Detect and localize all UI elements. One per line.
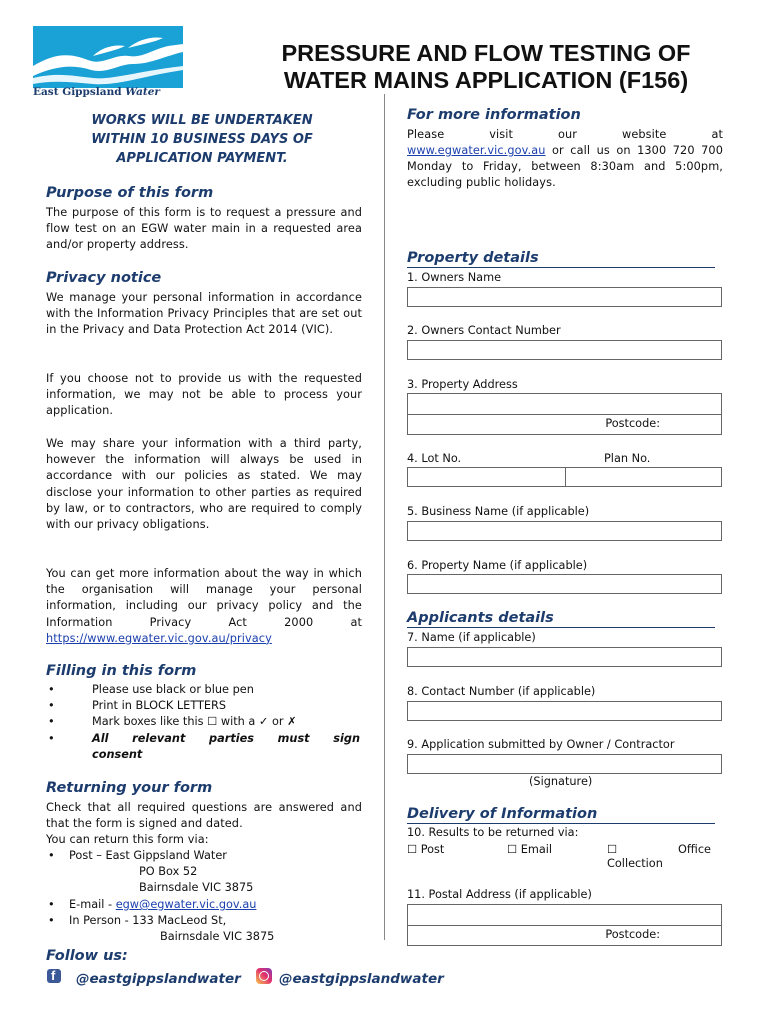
email-link[interactable]: egw@egwater.vic.gov.au xyxy=(115,898,257,911)
return-post-town: Bairnsdale VIC 3875 xyxy=(139,881,254,894)
returning-heading: Returning your form xyxy=(46,780,213,796)
privacy-paragraph-3: We may share your information with a third party, however the information will always be used in accordance with our policies as stated. We may disclose your information to other parties as required by law, or to contractors, who are required to comply with our privacy obligations. xyxy=(46,437,362,532)
return-email: E-mail - egw@egwater.vic.gov.au xyxy=(69,898,257,911)
postal-address-label: 11. Postal Address (if applicable) xyxy=(407,888,592,901)
property-heading: Property details xyxy=(407,250,715,268)
privacy-paragraph-2: If you choose not to provide us with the requested information, we may not be able to process your application. xyxy=(46,372,362,418)
owners-contact-field[interactable] xyxy=(407,340,722,360)
facebook-icon[interactable]: f xyxy=(47,969,61,983)
list-item: Print in BLOCK LETTERS xyxy=(92,699,227,712)
returning-list: • Post – East Gippsland Water PO Box 52 Bairnsdale VIC 3875 • E-mail - egw@egwater.vic.gov.au • In Person - 133 MacLeod St, Bairnsdale VIC 3875 xyxy=(46,849,362,949)
purpose-heading: Purpose of this form xyxy=(46,185,214,201)
postcode-label: Postcode: xyxy=(605,417,660,430)
website-link[interactable]: www.egwater.vic.gov.au xyxy=(407,144,546,157)
more-info-line1: Please visit our website at xyxy=(407,128,723,141)
more-info-text: www.egwater.vic.gov.au or call us on 1300 720 700 Monday to Friday, between 8:30am and 5:00pm, excluding public holidays. xyxy=(407,144,723,190)
filling-heading: Filling in this form xyxy=(46,663,197,679)
list-item: All relevant parties must sign consent xyxy=(92,732,360,762)
property-name-field[interactable] xyxy=(407,574,722,594)
column-divider xyxy=(384,94,385,940)
return-in-person-town: Bairnsdale VIC 3875 xyxy=(160,930,275,943)
follow-heading: Follow us: xyxy=(46,948,128,964)
option-office-label: Office xyxy=(678,843,711,856)
plan-label: Plan No. xyxy=(604,452,651,465)
property-address-field[interactable] xyxy=(407,393,722,435)
applicant-name-label: 7. Name (if applicable) xyxy=(407,631,536,644)
postal-postcode-label: Postcode: xyxy=(605,928,660,941)
filling-list: • Please use black or blue pen • Print in BLOCK LETTERS • Mark boxes like this ☐ with a ✓ or ✗ • All relevant parties must sign consent xyxy=(46,683,362,767)
instagram-handle[interactable]: @eastgippslandwater xyxy=(279,971,444,987)
owners-name-field[interactable] xyxy=(407,287,722,307)
more-info-heading: For more information xyxy=(407,107,581,123)
option-post-checkbox[interactable]: ☐ Post xyxy=(407,843,445,856)
returning-via: You can return this form via: xyxy=(46,833,209,846)
applicants-heading: Applicants details xyxy=(407,610,715,628)
return-in-person: In Person - 133 MacLeod St, xyxy=(69,914,227,927)
page-title: PRESSURE AND FLOW TESTING OF WATER MAINS APPLICATION (F156) xyxy=(281,40,691,93)
works-notice: WORKS WILL BE UNDERTAKEN WITHIN 10 BUSINESS DAYS OF APPLICATION PAYMENT. xyxy=(91,113,313,166)
logo-wave-graphic xyxy=(33,26,183,88)
signature-label: (Signature) xyxy=(529,775,593,788)
owners-contact-label: 2. Owners Contact Number xyxy=(407,324,561,337)
submitted-by-label: 9. Application submitted by Owner / Contractor xyxy=(407,738,675,751)
contact-number-field[interactable] xyxy=(407,701,722,721)
returning-intro: Check that all required questions are answered and that the form is signed and dated. xyxy=(46,801,362,831)
privacy-heading: Privacy notice xyxy=(46,270,162,286)
delivery-heading: Delivery of Information xyxy=(407,806,715,824)
property-name-label: 6. Property Name (if applicable) xyxy=(407,559,588,572)
return-post: Post – East Gippsland Water xyxy=(69,849,227,862)
contact-number-label: 8. Contact Number (if applicable) xyxy=(407,685,596,698)
facebook-handle[interactable]: @eastgippslandwater xyxy=(76,971,241,987)
egw-logo xyxy=(33,26,185,99)
business-name-label: 5. Business Name (if applicable) xyxy=(407,505,590,518)
results-via-label: 10. Results to be returned via: xyxy=(407,826,579,839)
option-office-checkbox[interactable]: ☐ xyxy=(607,843,618,856)
instagram-icon[interactable] xyxy=(256,968,272,984)
lot-plan-field[interactable] xyxy=(407,467,722,487)
list-item: Please use black or blue pen xyxy=(92,683,254,696)
option-collection-label: Collection xyxy=(607,857,663,870)
signature-field[interactable] xyxy=(407,754,722,774)
list-item: Mark boxes like this ☐ with a ✓ or ✗ xyxy=(92,715,297,728)
property-address-label: 3. Property Address xyxy=(407,378,518,391)
option-email-checkbox[interactable]: ☐ Email xyxy=(507,843,553,856)
privacy-paragraph-1: We manage your personal information in accordance with the Information Privacy Principles that are set out in the Privacy and Data Protection Act 2014 (VIC). xyxy=(46,291,362,337)
owners-name-label: 1. Owners Name xyxy=(407,271,502,284)
applicant-name-field[interactable] xyxy=(407,647,722,667)
postal-address-field[interactable] xyxy=(407,904,722,946)
purpose-text: The purpose of this form is to request a pressure and flow test on an EGW water main in a requested area and/or property address. xyxy=(46,206,362,252)
return-post-box: PO Box 52 xyxy=(139,865,198,878)
privacy-paragraph-4: You can get more information about the way in which the organisation will manage your personal information, including our privacy policy and the Information Privacy Act 2000 at https://www.egwater.vic.gov.au/privacy xyxy=(46,567,362,645)
logo-text: East Gippsland Water xyxy=(33,86,160,98)
business-name-field[interactable] xyxy=(407,521,722,541)
privacy-link[interactable]: https://www.egwater.vic.gov.au/privacy xyxy=(46,631,272,645)
lot-label: 4. Lot No. xyxy=(407,452,462,465)
